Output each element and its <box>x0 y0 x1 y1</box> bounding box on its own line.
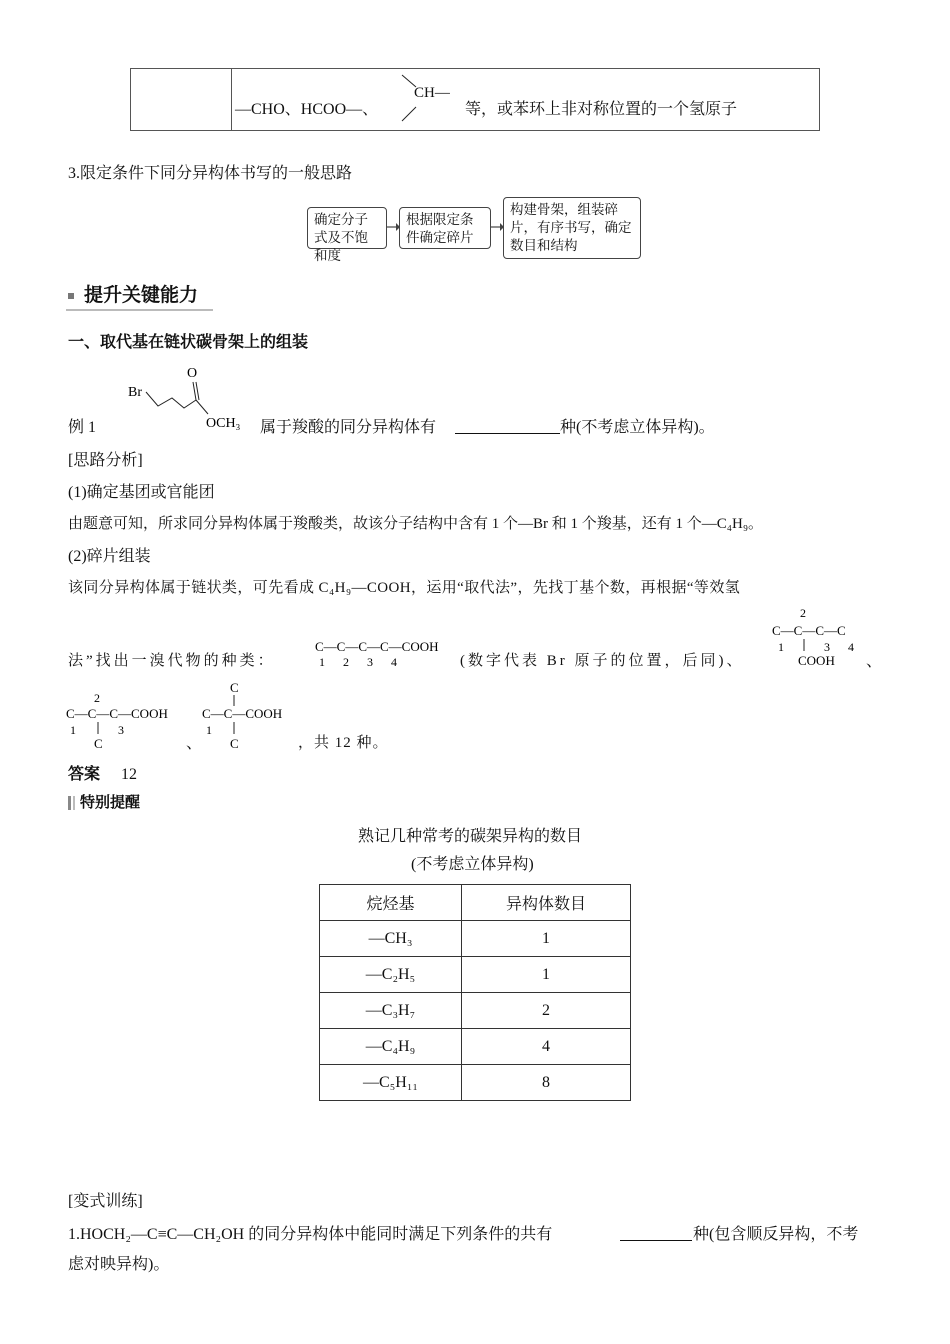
table-cell: 8 <box>462 1065 631 1101</box>
mol-br-label: Br <box>128 385 142 400</box>
svg-text:1: 1 <box>70 723 76 737</box>
structure-3 <box>66 688 196 752</box>
struct-total: ，共 12 种。 <box>298 735 389 751</box>
svg-text:1: 1 <box>778 640 784 654</box>
exercise-line1-after: 种(包含顺反异构，不考 <box>693 1226 859 1243</box>
svg-text:C: C <box>94 736 103 751</box>
example-label: 例 1 <box>68 419 97 436</box>
top-table <box>130 68 820 131</box>
table-row <box>320 1029 631 1065</box>
svg-text:C—C—C—C: C—C—C—C <box>772 623 846 638</box>
svg-text:C: C <box>230 736 239 750</box>
exercise-line1-before: 1.HOCH₂—C≡C—CH₂OH 的同分异构体中能同时满足下列条件的共有 <box>68 1226 553 1243</box>
table-row <box>320 957 631 993</box>
exercise-blank <box>620 1225 692 1241</box>
table-cell: —C₃H₇ <box>320 993 462 1029</box>
svg-text:2: 2 <box>94 691 100 705</box>
exercise-title: [变式训练] <box>68 1193 143 1210</box>
svg-text:3: 3 <box>367 655 373 669</box>
table-cell: —C₂H₅ <box>320 957 462 993</box>
svg-text:4: 4 <box>391 655 397 669</box>
heading-underline <box>66 309 213 311</box>
step1-title: (1)确定基团或官能团 <box>68 484 215 501</box>
heading-square-icon <box>68 293 74 299</box>
table-header-row <box>320 885 631 921</box>
table-row <box>320 993 631 1029</box>
table-cell: 4 <box>462 1029 631 1065</box>
ch-branch-lines <box>396 73 446 129</box>
svg-text:2: 2 <box>800 606 806 620</box>
isomer-table <box>319 884 631 1101</box>
answer-label: 答案 <box>68 766 101 783</box>
analysis-title: [思路分析] <box>68 452 143 469</box>
tip-bar-icon <box>68 796 71 810</box>
table-cell: 1 <box>462 921 631 957</box>
flow-box-2: 根据限定条件确定碎片 <box>399 207 491 249</box>
section3-title: 3.限定条件下同分异构体书写的一般思路 <box>68 165 353 182</box>
step2-title: (2)碎片组装 <box>68 548 151 565</box>
answer-value: 12 <box>121 766 137 783</box>
table-header: 异构体数目 <box>462 885 631 921</box>
svg-text:1: 1 <box>206 723 212 737</box>
tip-title: 特别提醒 <box>80 794 141 811</box>
structure-1 <box>315 635 465 671</box>
flow-box-3: 构建骨架，组装碎片，有序书写，确定数目和结构 <box>503 197 641 259</box>
table-cell: —C₄H₉ <box>320 1029 462 1065</box>
heading-sub: 一、取代基在链状碳骨架上的组装 <box>68 334 309 351</box>
step2-line2-start: 法”找出一溴代物的种类： <box>68 653 276 669</box>
table-header: 烷烃基 <box>320 885 462 921</box>
struct-sep-2: 、 <box>186 735 203 752</box>
table-cell: —CH₃ <box>320 921 462 957</box>
table-cell: 1 <box>462 957 631 993</box>
svg-text:C: C <box>230 680 239 695</box>
step2-text: 该同分异构体属于链状类，可先看成 C₄H₉—COOH，运用“取代法”，先找丁基个数，再根据“等效氢 <box>68 580 741 596</box>
tip-bar-icon-2 <box>73 796 75 810</box>
table-row <box>320 921 631 957</box>
top-formula-left: —CHO、HCOO—、 <box>235 101 379 118</box>
table-row <box>320 1065 631 1101</box>
step2-line2-mid: (数字代表 Br 原子的位置，后同)、 <box>460 653 745 669</box>
svg-text:3: 3 <box>118 723 124 737</box>
mol-och3-label: OCH₃ <box>206 416 241 431</box>
table-cell: —C₅H₁₁ <box>320 1065 462 1101</box>
svg-text:COOH: COOH <box>798 653 835 668</box>
svg-text:C—C—COOH: C—C—COOH <box>202 706 283 721</box>
mol-o-label: O <box>187 366 198 381</box>
heading-main: 提升关键能力 <box>84 285 199 306</box>
svg-text:2: 2 <box>343 655 349 669</box>
table-divider <box>231 69 232 130</box>
example-molecule <box>120 362 260 432</box>
structure-2 <box>772 603 872 669</box>
exercise-line2: 虑对映异构)。 <box>68 1256 170 1273</box>
ch-group: CH— <box>414 85 450 101</box>
svg-text:C—C—C—C—COOH: C—C—C—C—COOH <box>315 639 439 654</box>
structure-4 <box>202 678 312 750</box>
svg-text:C—C—C—COOH: C—C—C—COOH <box>66 706 168 721</box>
top-rest-text: 等，或苯环上非对称位置的一个氢原子 <box>465 101 738 118</box>
example-text-before: 属于羧酸的同分异构体有 <box>260 419 437 436</box>
table-caption: 熟记几种常考的碳架异构的数目 <box>358 828 583 845</box>
step1-text: 由题意可知，所求同分异构体属于羧酸类，故该分子结构中含有 1 个—Br 和 1 个羧基，还有 1 个—C₄H₉。 <box>68 516 764 532</box>
svg-text:4: 4 <box>848 640 854 654</box>
table-cell: 2 <box>462 993 631 1029</box>
example-text-after: 种(不考虑立体异构)。 <box>560 419 715 436</box>
answer-blank <box>455 418 560 434</box>
struct-sep-1: 、 <box>866 653 883 670</box>
svg-text:1: 1 <box>319 655 325 669</box>
table-subcaption: (不考虑立体异构) <box>411 856 534 873</box>
flow-box-1: 确定分子式及不饱和度 <box>307 207 387 249</box>
svg-text:3: 3 <box>824 640 830 654</box>
